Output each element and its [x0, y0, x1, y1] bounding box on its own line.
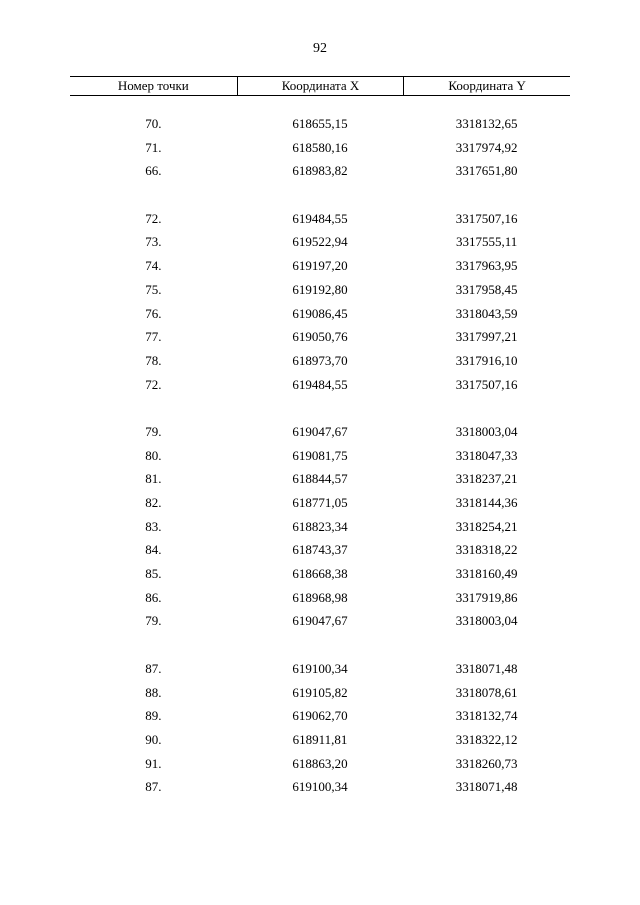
cell-point-number: 73. [145, 234, 162, 250]
table-header [70, 76, 570, 96]
cell-point-number: 90. [145, 731, 162, 747]
cell-coordinate-x: 618580,16 [292, 139, 348, 155]
cell-coordinate-x: 618668,38 [292, 566, 348, 582]
cell-coordinate-x: 619522,94 [292, 234, 348, 250]
cell-coordinate-y: 3318322,12 [455, 731, 518, 747]
header-point-number: Номер точки [117, 78, 189, 93]
header-coordinate-y: Координата Y [403, 77, 570, 95]
cell-coordinate-y: 3318237,21 [455, 471, 518, 487]
cell-coordinate-x: 619484,55 [292, 376, 348, 392]
coordinates-table [70, 76, 570, 799]
cell-coordinate-x: 618844,57 [292, 471, 348, 487]
row-group [70, 420, 570, 633]
table-row [70, 112, 570, 136]
cell-point-number: 84. [145, 542, 162, 558]
cell-coordinate-y: 3317507,16 [455, 376, 518, 392]
table-row [70, 657, 570, 681]
cell-point-number: 71. [145, 139, 162, 155]
table-row [70, 420, 570, 444]
cell-coordinate-x: 619047,67 [292, 423, 348, 439]
cell-coordinate-y: 3318318,22 [455, 542, 518, 558]
cell-point-number: 72. [145, 210, 162, 226]
cell-point-number: 87. [145, 779, 162, 795]
table-row [70, 302, 570, 326]
cell-point-number: 74. [145, 258, 162, 274]
cell-coordinate-y: 3318260,73 [455, 755, 518, 771]
cell-point-number: 66. [145, 163, 162, 179]
cell-point-number: 86. [145, 589, 162, 605]
cell-coordinate-x: 618823,34 [292, 518, 348, 534]
cell-coordinate-x: 619050,76 [292, 329, 348, 345]
cell-coordinate-x: 618743,37 [292, 542, 348, 558]
cell-coordinate-y: 3318132,65 [455, 116, 518, 131]
cell-coordinate-x: 619062,70 [292, 708, 348, 724]
cell-coordinate-x: 619484,55 [292, 210, 348, 226]
cell-point-number: 72. [145, 376, 162, 392]
table-row [70, 349, 570, 373]
table-row [70, 515, 570, 539]
cell-point-number: 87. [145, 660, 162, 676]
cell-point-number: 79. [145, 613, 162, 629]
table-row [70, 278, 570, 302]
cell-coordinate-y: 3317974,92 [455, 139, 518, 155]
table-row [70, 467, 570, 491]
table-row [70, 681, 570, 705]
table-row [70, 136, 570, 160]
cell-coordinate-x: 618973,70 [292, 352, 348, 368]
cell-coordinate-x: 618863,20 [292, 755, 348, 771]
header-coordinate-x: Координата X [237, 77, 404, 95]
cell-coordinate-y: 3318078,61 [455, 684, 518, 700]
cell-coordinate-y: 3317958,45 [455, 281, 518, 297]
cell-coordinate-x: 618911,81 [292, 731, 348, 747]
cell-coordinate-x: 618771,05 [292, 495, 348, 510]
table-row [70, 254, 570, 278]
table-row [70, 586, 570, 610]
cell-coordinate-y: 3317963,95 [455, 258, 518, 274]
table-row [70, 230, 570, 254]
cell-coordinate-x: 618655,15 [292, 116, 348, 131]
cell-coordinate-y: 3317555,11 [456, 234, 518, 250]
cell-coordinate-x: 619192,80 [292, 281, 348, 297]
cell-point-number: 82. [145, 495, 162, 510]
cell-coordinate-x: 619100,34 [292, 779, 348, 795]
cell-coordinate-y: 3318003,04 [455, 613, 518, 629]
row-group [70, 657, 570, 799]
cell-coordinate-x: 619086,45 [292, 305, 348, 321]
cell-point-number: 76. [145, 305, 162, 321]
cell-coordinate-y: 3318071,48 [455, 779, 518, 795]
cell-coordinate-y: 3318043,59 [455, 305, 518, 321]
table-body [70, 96, 570, 799]
cell-coordinate-y: 3318144,36 [455, 495, 518, 510]
cell-point-number: 81. [145, 471, 162, 487]
table-row [70, 207, 570, 231]
table-row [70, 752, 570, 776]
cell-coordinate-y: 3318160,49 [455, 566, 518, 582]
cell-coordinate-y: 3317651,80 [455, 163, 518, 179]
table-row [70, 704, 570, 728]
cell-coordinate-y: 3317997,21 [455, 329, 518, 345]
cell-point-number: 83. [145, 518, 162, 534]
table-row [70, 444, 570, 468]
cell-coordinate-y: 3318003,04 [455, 423, 518, 439]
page-number: 92 [313, 41, 327, 56]
table-row [70, 538, 570, 562]
cell-coordinate-y: 3318254,21 [455, 518, 518, 534]
table-row [70, 609, 570, 633]
table-row [70, 325, 570, 349]
cell-point-number: 79. [145, 423, 162, 439]
table-row [70, 373, 570, 397]
cell-coordinate-x: 619100,34 [292, 660, 348, 676]
cell-point-number: 85. [145, 566, 162, 582]
cell-coordinate-x: 618983,82 [292, 163, 348, 179]
table-row [70, 491, 570, 515]
cell-coordinate-x: 619047,67 [292, 613, 348, 629]
cell-point-number: 78. [145, 352, 162, 368]
table-row [70, 728, 570, 752]
cell-coordinate-y: 3318047,33 [455, 447, 518, 463]
cell-coordinate-x: 619105,82 [292, 684, 348, 700]
row-group [70, 207, 570, 397]
row-group [70, 112, 570, 183]
cell-coordinate-y: 3317919,86 [455, 589, 518, 605]
cell-coordinate-y: 3318071,48 [455, 660, 518, 676]
table-row [70, 562, 570, 586]
table-row [70, 775, 570, 799]
cell-coordinate-x: 619081,75 [292, 447, 348, 463]
table-row [70, 159, 570, 183]
cell-point-number: 89. [145, 708, 162, 724]
cell-coordinate-y: 3318132,74 [455, 708, 518, 724]
cell-coordinate-y: 3317916,10 [455, 352, 518, 368]
cell-point-number: 91. [145, 755, 162, 771]
cell-coordinate-x: 618968,98 [292, 589, 348, 605]
cell-point-number: 80. [145, 447, 162, 463]
cell-point-number: 70. [145, 116, 162, 131]
cell-coordinate-y: 3317507,16 [455, 210, 518, 226]
cell-point-number: 88. [145, 684, 162, 700]
cell-point-number: 75. [145, 281, 162, 297]
cell-point-number: 77. [145, 329, 162, 345]
cell-coordinate-x: 619197,20 [292, 258, 348, 274]
